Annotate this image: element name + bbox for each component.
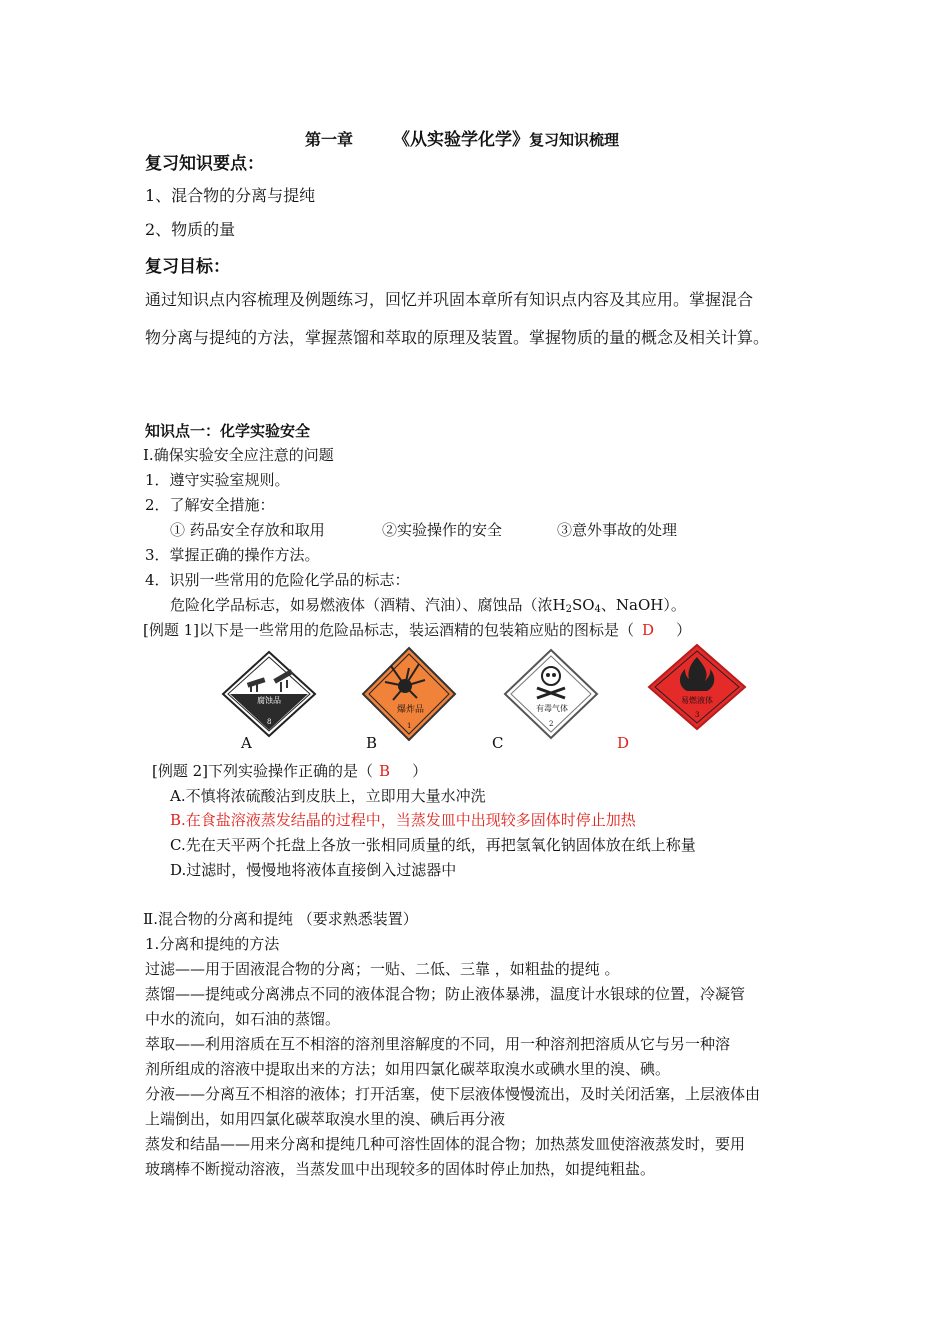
section-2-line-2: 蒸馏——提纯或分离沸点不同的液体混合物；防止液体暴沸，温度计水银球的位置，冷凝管 xyxy=(145,985,746,1003)
sign-d-number: 3 xyxy=(695,711,700,719)
section-2-line-9: 玻璃棒不断搅动溶液，当蒸发皿中出现较多的固体时停止加热，如提纯粗盐。 xyxy=(145,1160,656,1178)
page-title xyxy=(305,130,619,150)
section-2-line-4: 萃取——利用溶质在互不相溶的溶剂里溶解度的不同，用一种溶剂把溶质从它与另一种溶 xyxy=(145,1035,731,1053)
section-2-line-1: 过滤——用于固液混合物的分离；一贴、二低、三靠 ，如粗盐的提纯 。 xyxy=(145,960,620,978)
k1-section-1: Ⅰ.确保实验安全应注意的问题 xyxy=(143,446,334,464)
k1-signs-line: 危险化学品标志，如易燃液体（酒精、汽油）、腐蚀品（浓$H_2SO_4$、NaOH）。 xyxy=(170,596,686,615)
sign-c-caption: 有毒气体 xyxy=(536,704,568,713)
sign-a-number: 8 xyxy=(267,718,272,726)
corrosive-sign-icon xyxy=(221,650,317,738)
toxic-gas-sign-icon xyxy=(503,648,599,740)
section-2-line-5: 剂所组成的溶液中提取出来的方法；如用四氯化碳萃取溴水或碘水里的溴、碘。 xyxy=(145,1060,671,1078)
k1-item-4: 4．识别一些常用的危险化学品的标志： xyxy=(145,571,410,589)
sign-a-caption: 腐蚀品 xyxy=(257,696,281,705)
sign-b-label: B xyxy=(366,734,378,752)
sign-b-caption: 爆炸品 xyxy=(397,705,425,715)
k1-measure-2: ②实验操作的安全 xyxy=(382,521,503,539)
sign-c-label: C xyxy=(492,734,504,752)
sign-d-caption: 易燃液体 xyxy=(681,696,713,705)
k1-item-3: 3．掌握正确的操作方法。 xyxy=(145,546,320,564)
k1-measure-1: ① 药品安全存放和取用 xyxy=(170,521,325,539)
k1-item-1: 1．遵守实验室规则。 xyxy=(145,471,290,489)
title-suffix: 复习知识梳理 xyxy=(529,131,620,149)
review-goal-line-1: 通过知识点内容梳理及例题练习，回忆并巩固本章所有知识点内容及其应用。掌握混合 xyxy=(145,290,754,309)
explosive-sign-icon xyxy=(361,646,457,742)
flammable-liquid-sign-icon xyxy=(647,643,747,731)
section-2-line-3: 中水的流向，如石油的蒸馏。 xyxy=(145,1010,341,1028)
example-1-question: [例题 1]以下是一些常用的危险品标志，装运酒精的包装箱应贴的图标是（ D ） xyxy=(143,621,692,639)
k1-heading: 知识点一：化学实验安全 xyxy=(145,422,311,440)
review-point-1: 1、混合物的分离与提纯 xyxy=(145,186,316,205)
sign-a-label: A xyxy=(241,734,252,752)
example-2-question: [例题 2]下列实验操作正确的是（ B ） xyxy=(152,762,428,780)
title-chapter: 第一章 xyxy=(305,130,354,149)
example-2-option-d: D.过滤时，慢慢地将液体直接倒入过滤器中 xyxy=(170,861,457,879)
example-2-option-a: A.不慎将浓硫酸沾到皮肤上，立即用大量水冲洗 xyxy=(170,787,486,805)
sign-b-number: 1 xyxy=(407,722,412,730)
review-point-2: 2、物质的量 xyxy=(145,220,236,239)
section-2-line-7: 上端倒出，如用四氯化碳萃取溴水里的溴、碘后再分液 xyxy=(145,1110,506,1128)
example-2-option-c: C.先在天平两个托盘上各放一张相同质量的纸，再把氢氧化钠固体放在纸上称量 xyxy=(170,836,696,854)
review-points-heading: 复习知识要点： xyxy=(145,154,264,174)
example-1-answer: D xyxy=(642,621,655,639)
section-2-line-6: 分液——分离互不相溶的液体；打开活塞，使下层液体慢慢流出，及时关闭活塞，上层液体由 xyxy=(145,1085,761,1103)
sign-c-number: 2 xyxy=(549,720,554,728)
example-2-option-b: B.在食盐溶液蒸发结晶的过程中，当蒸发皿中出现较多固体时停止加热 xyxy=(170,811,636,829)
example-2-answer: B xyxy=(379,762,391,780)
k1-item-2: 2．了解安全措施： xyxy=(145,496,275,514)
section-2-heading: Ⅱ.混合物的分离和提纯 （要求熟悉装置） xyxy=(143,910,418,928)
review-goal-heading: 复习目标： xyxy=(145,257,230,277)
title-name: 《从实验学化学》 xyxy=(393,130,530,150)
review-goal-line-2: 物分离与提纯的方法，掌握蒸馏和萃取的原理及装置。掌握物质的量的概念及相关计算。 xyxy=(145,328,770,347)
k1-measure-3: ③意外事故的处理 xyxy=(557,521,678,539)
section-2-line-8: 蒸发和结晶——用来分离和提纯几种可溶性固体的混合物；加热蒸发皿使溶液蒸发时，要用 xyxy=(145,1135,746,1153)
sign-d-label: D xyxy=(617,734,630,752)
section-2-sub: 1.分离和提纯的方法 xyxy=(145,935,280,953)
